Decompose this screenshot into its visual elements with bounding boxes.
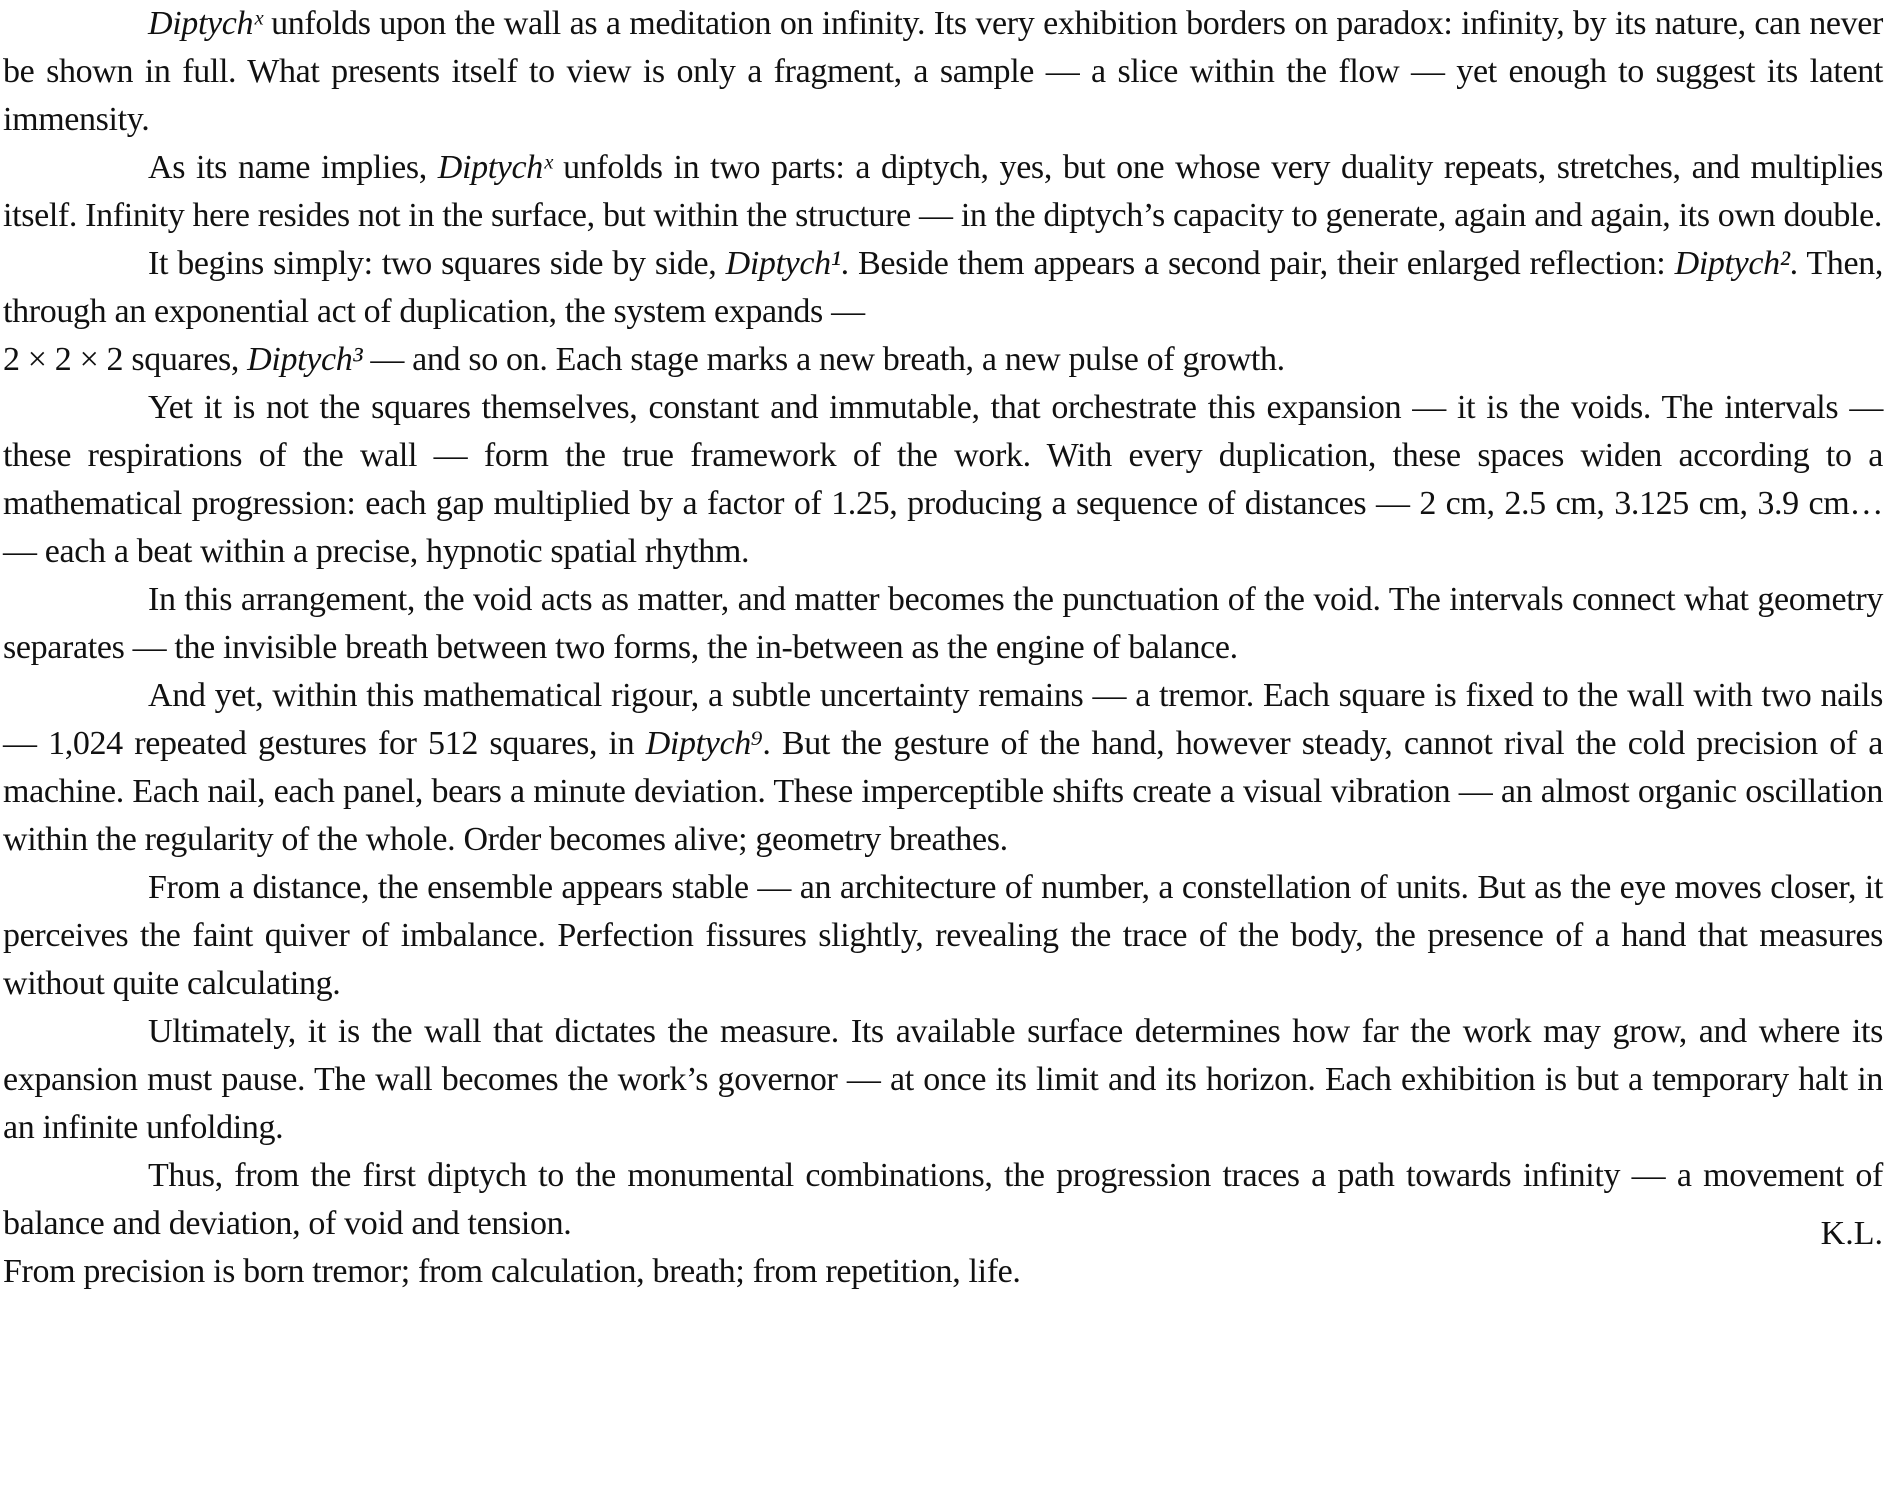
text-run: And yet, within this mathematical rigour, a subtle uncertainty remains — a tremor. Each square is fixed to the wall with two nails — 1,024 repeated gestures for 512 squares, in [3, 677, 1883, 762]
italic-title: Diptych [148, 5, 254, 42]
text-run: In this arrangement, the void acts as matter, and matter becomes the punctuation of the void. The intervals connect what geometry separates — the invisible breath between two forms, the in-between as the engine of balance. [3, 581, 1883, 666]
text-run: Thus, from the first diptych to the monumental combinations, the progression traces a path towards infinity — a movement of balance and deviation, of void and tension. [3, 1157, 1883, 1242]
text-run: unfolds in two parts: a diptych, yes, but one whose very duality repeats, stretches, and multiplies itself. Infinity here resides not in the surface, but within the structure — in the diptych’s capacity to generate, again and again, its own double. [3, 149, 1884, 234]
text-run: From a distance, the ensemble appears stable — an architecture of number, a constellation of units. But as the eye moves closer, it perceives the faint quiver of imbalance. Perfection fissures slightly, revealing the trace of the body, the presence of a hand that measures without quite calculating. [3, 869, 1883, 1002]
italic-title: ˣ [542, 149, 553, 186]
text-run: . But the gesture of the hand, however steady, cannot rival the cold precision of a machine. Each nail, each panel, bears a minute deviation. These imperceptible shifts create a visual vibration — an almost organic oscillation within the regularity of the whole. Order becomes alive; geometry breathes. [3, 725, 1883, 858]
text-run: . Then, through an exponential act of duplication, the system expands — [3, 245, 1883, 330]
text-run: unfolds upon the wall as a meditation on infinity. Its very exhibition borders on paradox: infinity, by its nature, can never be shown in full. What presents itself to view is only a fragment, a sample — a slice within the flow — yet enough to suggest its latent immensity. [3, 5, 1883, 138]
paragraph-7 [3, 672, 1883, 864]
text-run: . Beside them appears a second pair, their enlarged reflection: [840, 245, 1675, 282]
text-run: It begins simply: two squares side by side, [148, 245, 726, 282]
italic-title: ˣ [253, 5, 263, 42]
italic-title: Diptych¹ [725, 245, 841, 282]
text-run: Yet it is not the squares themselves, constant and immutable, that orchestrate this expansion — it is the voids. The intervals — these respirations of the wall — form the true framework of the work. With every duplication, these spaces widen according to a mathematical progression: each gap multiplied by a factor of 1.25, producing a sequence of distances — 2 cm, 2.5 cm, 3.125 cm, 3.9 cm… — each a beat within a precise, hypnotic spatial rhythm. [3, 389, 1883, 570]
paragraph-8 [3, 864, 1883, 1008]
text-run: Ultimately, it is the wall that dictates the measure. Its available surface determines how far the work may grow, and where its expansion must pause. The wall becomes the work’s governor — at once its limit and its horizon. Each exhibition is but a temporary halt in an infinite unfolding. [3, 1013, 1883, 1146]
italic-title: Diptych [437, 149, 543, 186]
italic-title: Diptych⁹ [645, 725, 763, 762]
paragraph-2 [3, 144, 1883, 240]
paragraph-4 [3, 336, 1883, 384]
paragraph-5 [3, 384, 1883, 576]
text-run: As its name implies, [148, 149, 438, 186]
author-signature: K.L. [1820, 1215, 1883, 1252]
italic-title: Diptych³ [247, 341, 363, 378]
paragraph-10 [3, 1152, 1883, 1248]
paragraph-9 [3, 1008, 1883, 1152]
paragraph-1 [3, 0, 1883, 144]
paragraph-6 [3, 576, 1883, 672]
paragraph-3 [3, 240, 1883, 336]
essay-body [3, 0, 1883, 1296]
text-run: 2 × 2 × 2 squares, [3, 341, 248, 378]
italic-title: Diptych² [1674, 245, 1790, 282]
paragraph-11 [3, 1248, 1883, 1296]
text-run: From precision is born tremor; from calculation, breath; from repetition, life. [3, 1253, 1021, 1290]
text-run: — and so on. Each stage marks a new breath, a new pulse of growth. [362, 341, 1285, 378]
